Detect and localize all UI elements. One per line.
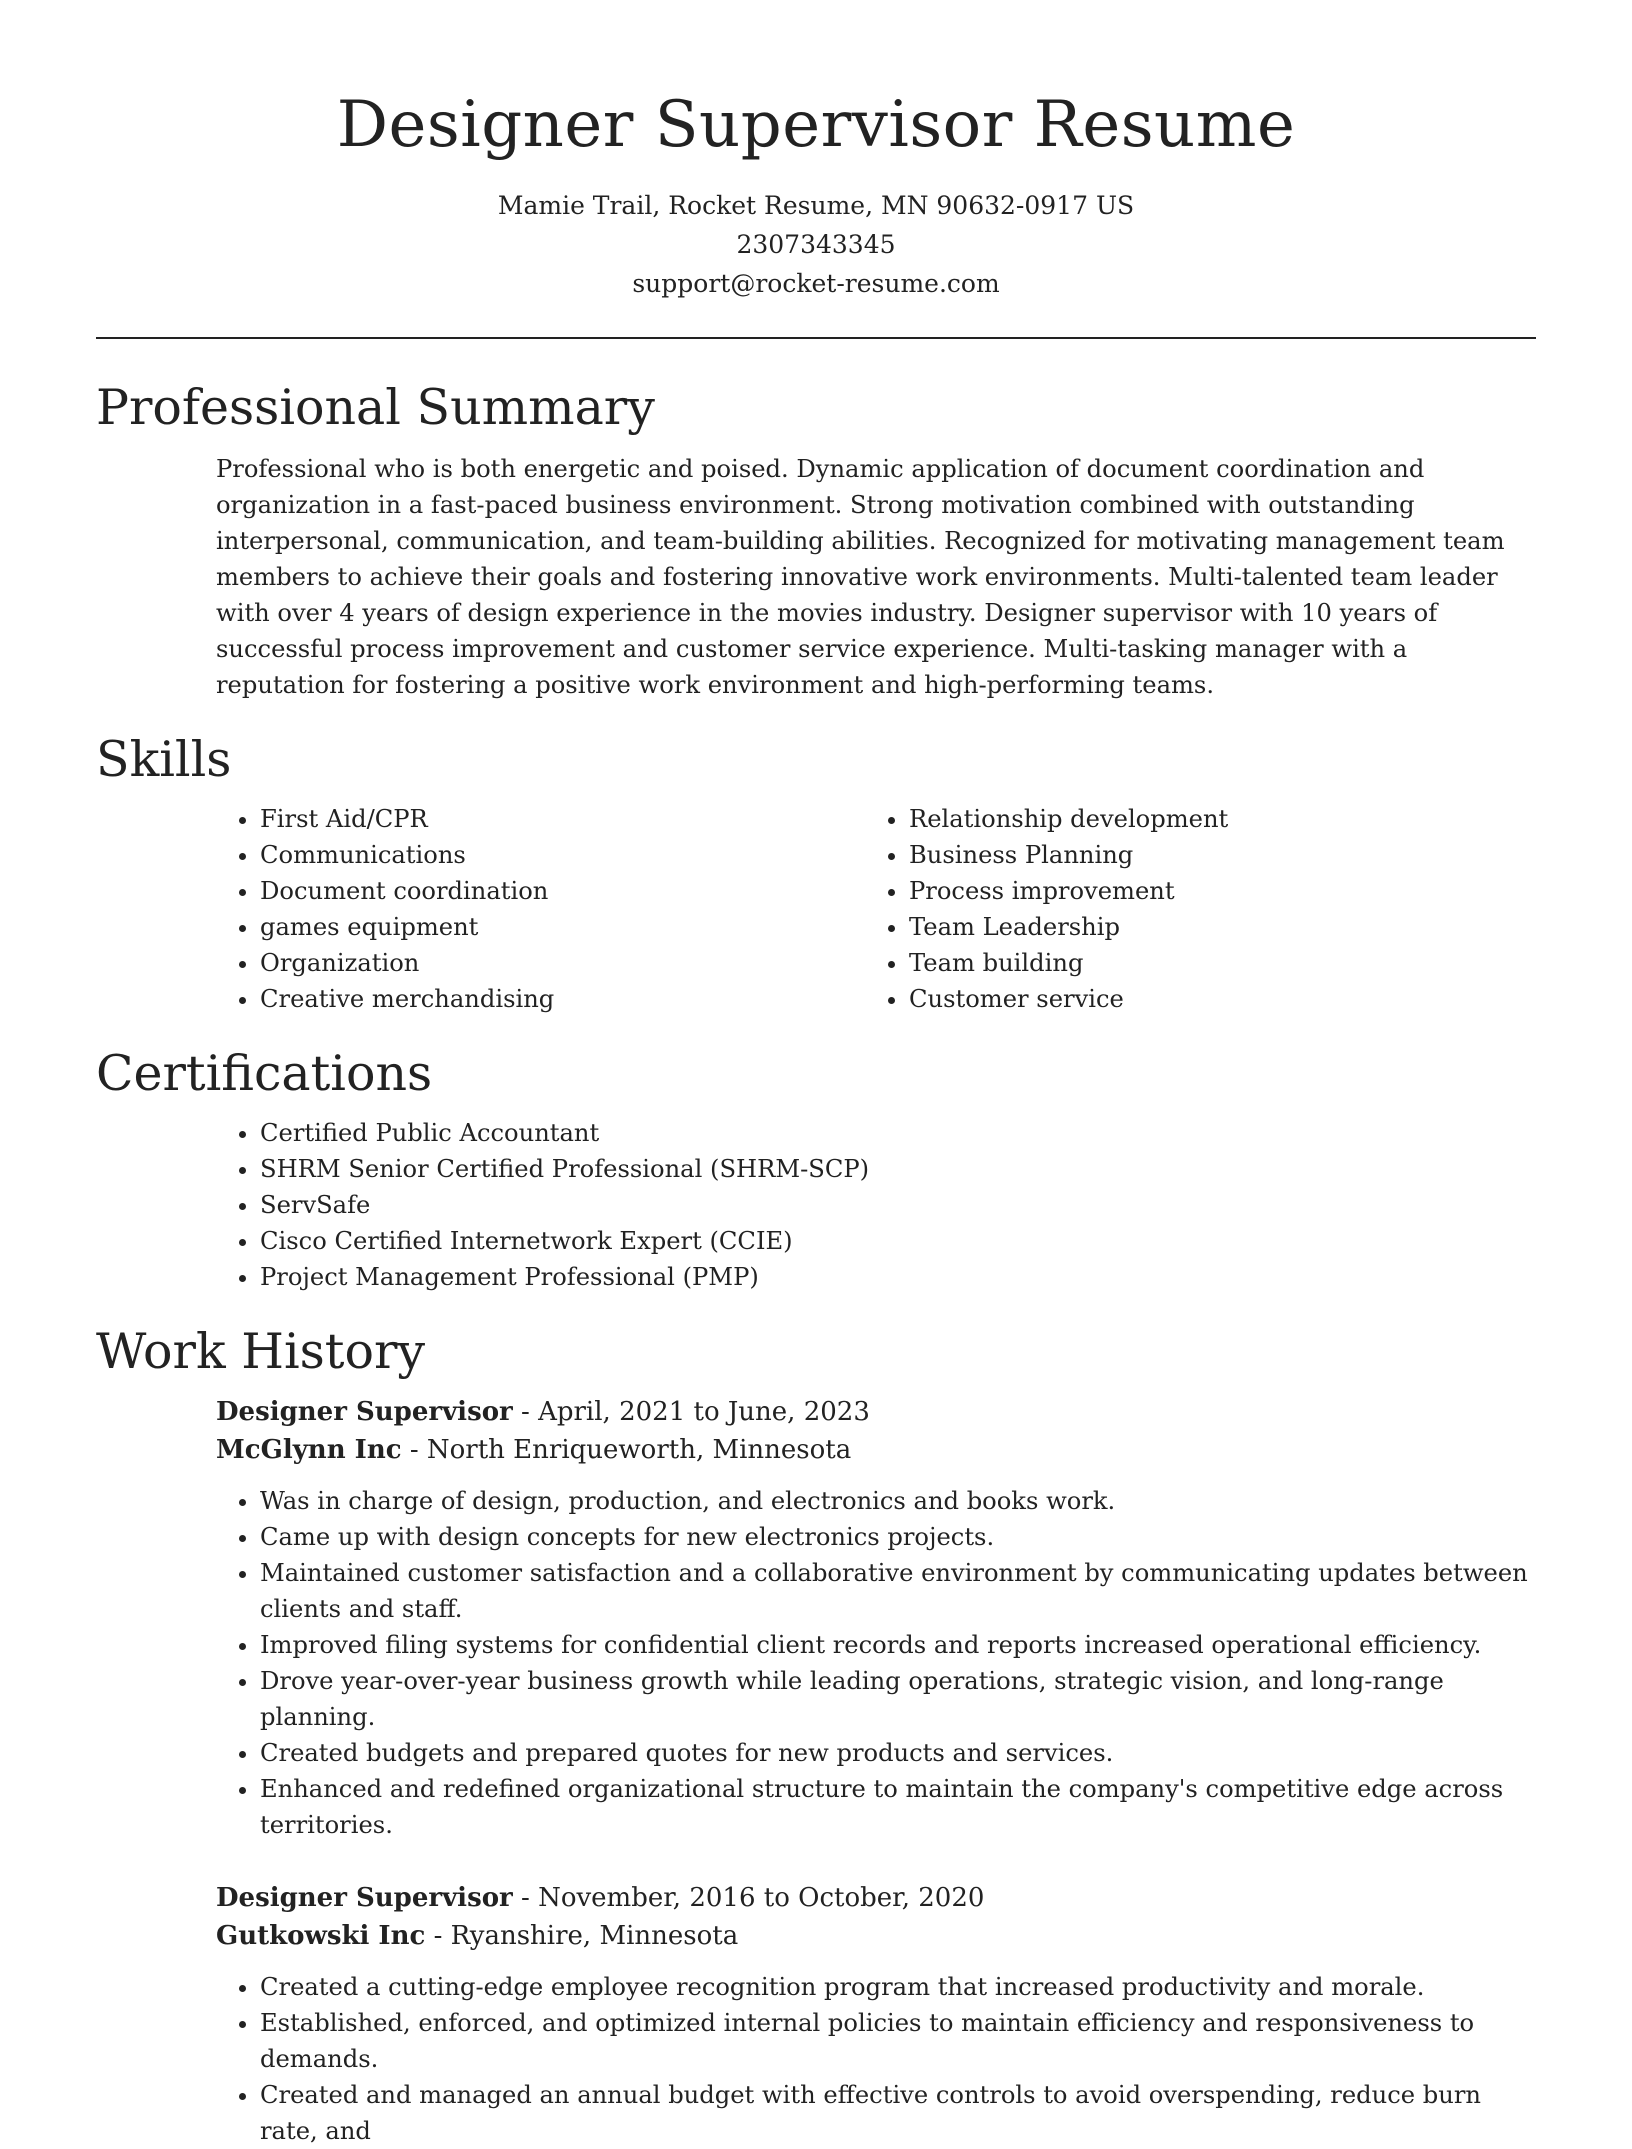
job-location: - Ryanshire, Minnesota	[425, 1921, 739, 1951]
contact-block	[96, 186, 1536, 303]
skill-item: • First Aid/CPR	[260, 801, 865, 837]
certifications-block	[216, 1115, 1536, 1295]
job-bullet: • Created budgets and prepared quotes for new products and services.	[260, 1735, 1536, 1771]
job-company: Gutkowski Inc	[216, 1921, 426, 1951]
skills-list	[216, 801, 1536, 1017]
job-bullet: • Created and managed an annual budget with effective controls to avoid overspending, reduce burn rate, and	[260, 2077, 1536, 2149]
email: support@rocket-resume.com	[632, 269, 1000, 298]
job-company-line	[216, 1917, 1536, 1955]
summary-text: Professional who is both energetic and poised. Dynamic application of document coordination and organization in a fast-paced business environment. Strong motivation combined with outstanding interpersonal, communication, and team-building abilities. Recognized for motivating management team members to achieve their goals and fostering innovative work environments. Multi-talented team leader with over 4 years of design experience in the movies industry. Designer supervisor with 10 years of successful process improvement and customer service experience. Multi-tasking manager with a reputation for fostering a positive work environment and high-performing teams.	[216, 455, 1505, 699]
skill-item: • Creative merchandising	[260, 981, 865, 1017]
job-title-line	[216, 1879, 1536, 1917]
skill-item: • Document coordination	[260, 873, 865, 909]
job-dates: - April, 2021 to June, 2023	[512, 1397, 870, 1427]
work-history-heading: Work History	[96, 1323, 426, 1380]
job-role: Designer Supervisor	[216, 1397, 513, 1427]
job-dates: - November, 2016 to October, 2020	[512, 1883, 985, 1913]
job-bullet: • Created a cutting-edge employee recognition program that increased productivity and morale.	[260, 1969, 1536, 2005]
job-bullet: • Maintained customer satisfaction and a collaborative environment by communicating updates between clients and staff.	[260, 1555, 1536, 1627]
skill-item: • games equipment	[260, 909, 865, 945]
job-entry	[216, 1879, 1536, 2149]
job-location: - North Enriqueworth, Minnesota	[401, 1435, 852, 1465]
job-bullet: • Was in charge of design, production, and electronics and books work.	[260, 1483, 1536, 1519]
address: Mamie Trail, Rocket Resume, MN 90632-0917 US	[497, 191, 1135, 220]
skill-item: • Team Leadership	[909, 909, 1514, 945]
skill-item: • Business Planning	[909, 837, 1514, 873]
job-bullet: • Improved filing systems for confidential client records and reports increased operational efficiency.	[260, 1627, 1536, 1663]
job-bullets	[216, 1969, 1536, 2149]
resume-page	[96, 0, 1536, 2149]
skill-item: • Process improvement	[909, 873, 1514, 909]
job-bullet: • Came up with design concepts for new electronics projects.	[260, 1519, 1536, 1555]
job-bullet: • Established, enforced, and optimized internal policies to maintain efficiency and responsiveness to demands.	[260, 2005, 1536, 2077]
skills-column-left	[216, 801, 865, 1017]
certification-item: • SHRM Senior Certified Professional (SHRM-SCP)	[260, 1151, 1536, 1187]
job-bullet: • Drove year-over-year business growth while leading operations, strategic vision, and long-range planning.	[260, 1663, 1536, 1735]
job-bullet: • Enhanced and redefined organizational structure to maintain the company's competitive edge across territories.	[260, 1771, 1536, 1843]
summary-heading: Professional Summary	[96, 379, 655, 436]
phone: 2307343345	[736, 230, 896, 259]
job-bullets	[216, 1483, 1536, 1843]
skills-column-right	[865, 801, 1514, 1017]
job-company-line	[216, 1431, 1536, 1469]
skills-heading: Skills	[96, 731, 232, 788]
skill-item: • Relationship development	[909, 801, 1514, 837]
header-divider	[96, 337, 1536, 339]
certification-item: • Cisco Certified Internetwork Expert (CCIE)	[260, 1223, 1536, 1259]
job-company: McGlynn Inc	[216, 1435, 402, 1465]
certification-item: • Project Management Professional (PMP)	[260, 1259, 1536, 1295]
skill-item: • Organization	[260, 945, 865, 981]
skill-item: • Communications	[260, 837, 865, 873]
certification-item: • ServSafe	[260, 1187, 1536, 1223]
job-title-line	[216, 1393, 1536, 1431]
skill-item: • Team building	[909, 945, 1514, 981]
certification-item: • Certified Public Accountant	[260, 1115, 1536, 1151]
skill-item: • Customer service	[909, 981, 1514, 1017]
certifications-list	[216, 1115, 1536, 1295]
job-entry	[216, 1393, 1536, 1843]
job-role: Designer Supervisor	[216, 1883, 513, 1913]
certifications-heading: Certifications	[96, 1045, 433, 1102]
resume-title: Designer Supervisor Resume	[336, 88, 1296, 162]
resume-header	[96, 0, 1536, 303]
